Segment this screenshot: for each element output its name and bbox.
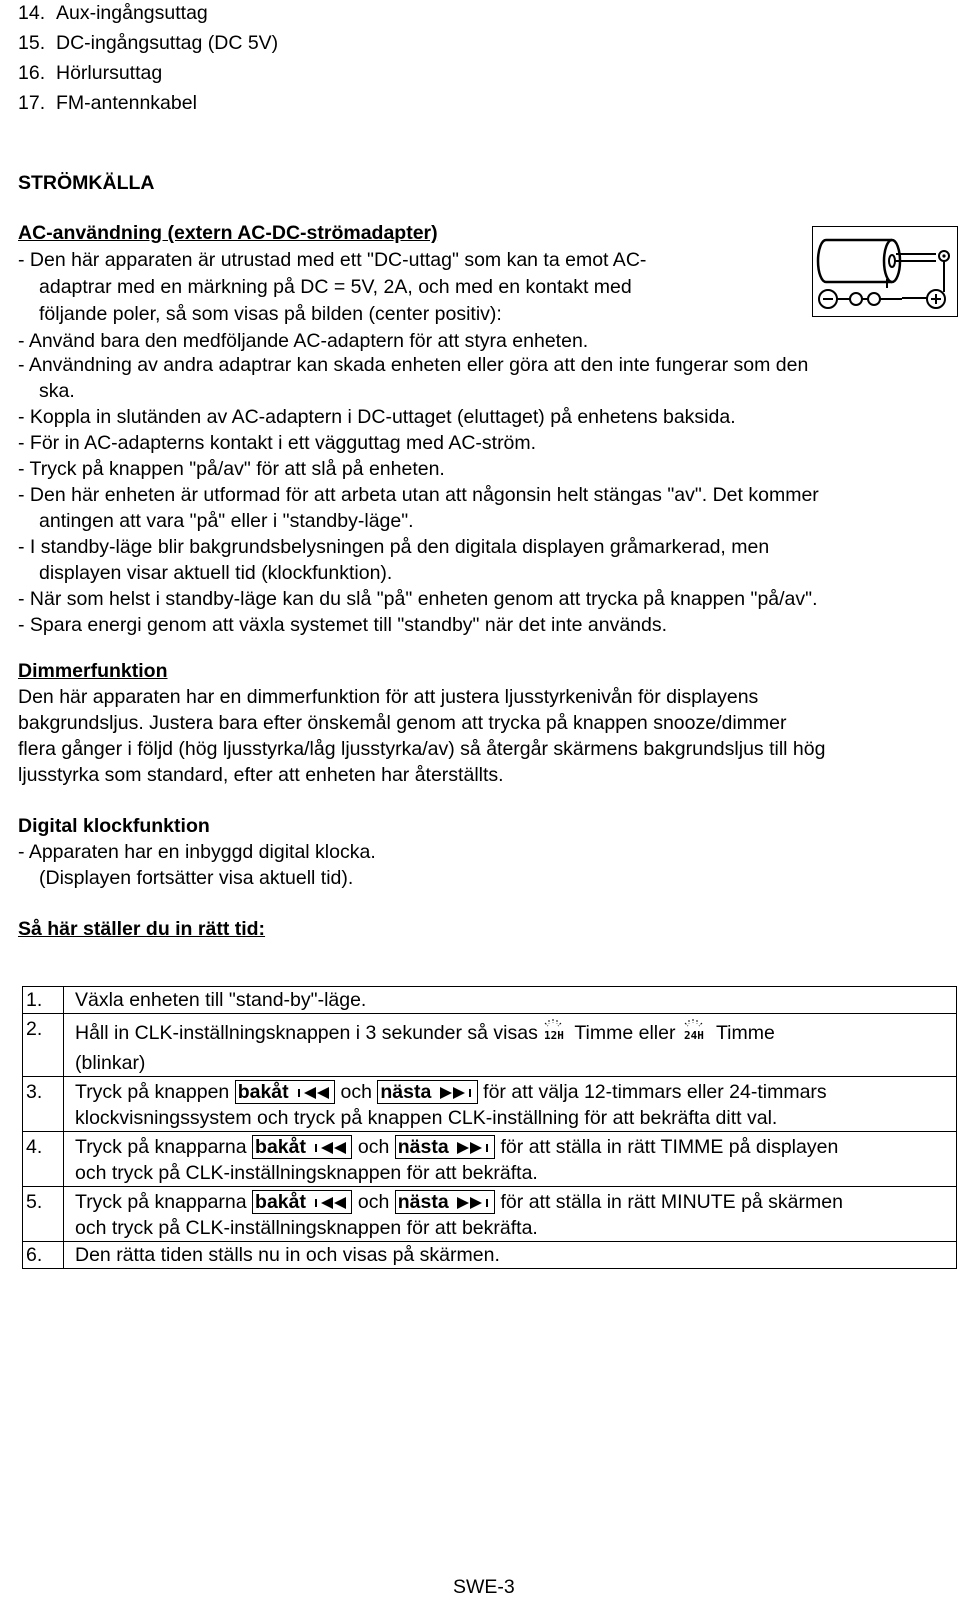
step-text: Tryck på knappen bakåt och nästa för att välja 12-timmars eller 24-timmars klockvisningssystem och tryck på knappen CLK-inställning för att bekräfta ditt val.: [64, 1077, 957, 1132]
table-row: [23, 1187, 957, 1242]
step-text: Håll in CLK-inställningsknappen i 3 sekunder så visas 12H Timme eller 24H Timme (blinkar): [64, 1014, 957, 1077]
page-number: SWE-3: [453, 1576, 515, 1598]
step-text: Växla enheten till "stand-by"-läge.: [64, 987, 957, 1014]
dimmer-line: ljusstyrka som standard, efter att enheten har återställts.: [18, 764, 504, 786]
table-row: [23, 1132, 957, 1187]
fast-forward-icon: [437, 1086, 475, 1100]
rewind-icon: [294, 1086, 332, 1100]
step-number: 6.: [23, 1242, 64, 1269]
clock-heading: Digital klockfunktion: [18, 815, 210, 837]
power-line: antingen att vara "på" eller i "standby-läge".: [39, 510, 414, 532]
step-text: Den rätta tiden ställs nu in och visas på skärmen.: [64, 1242, 957, 1269]
dimmer-line: Den här apparaten har en dimmerfunktion för att justera ljusstyrkenivån för displayens: [18, 686, 759, 708]
power-line: - Spara energi genom att växla systemet till "standby" när det inte används.: [18, 614, 668, 636]
steps-table: [22, 986, 957, 1269]
back-button-label: bakåt: [252, 1135, 352, 1159]
svg-text:24H: 24H: [683, 1029, 704, 1042]
list-item: 14. Aux-ingångsuttag: [18, 2, 208, 24]
clock-line: - Apparaten har en inbyggd digital klocka.: [18, 841, 376, 863]
power-line: - När som helst i standby-läge kan du slå "på" enheten genom att trycka på knappen "på/av".: [18, 588, 818, 610]
step-text: Tryck på knapparna bakåt och nästa för att ställa in rätt TIMME på displayen och tryck på CLK-inställningsknappen för att bekräfta.: [64, 1132, 957, 1187]
dimmer-line: flera gånger i följd (hög ljusstyrka/låg ljusstyrka/av) så återgår skärmens bakgrundsljus till hög: [18, 738, 826, 760]
list-item: 15. DC-ingångsuttag (DC 5V): [18, 32, 279, 54]
svg-text:12H: 12H: [544, 1029, 565, 1042]
clock-12h-icon: [543, 1019, 569, 1050]
step-number: 4.: [23, 1132, 64, 1187]
power-line: - För in AC-adapterns kontakt i ett vägguttag med AC-ström.: [18, 432, 537, 454]
dimmer-line: bakgrundsljus. Justera bara efter önskemål genom att trycka på knappen snooze/dimmer: [18, 712, 787, 734]
power-line: - Användning av andra adaptrar kan skada enheten eller göra att den inte fungerar som den: [18, 354, 809, 376]
dimmer-heading: Dimmerfunktion: [18, 660, 168, 682]
power-line: adaptrar med en märkning på DC = 5V, 2A, och med en kontakt med: [39, 276, 632, 298]
setup-heading: Så här ställer du in rätt tid:: [18, 918, 266, 940]
power-subheading: AC-användning (extern AC-DC-strömadapter): [18, 222, 438, 244]
table-row: [23, 1014, 957, 1077]
power-line: displayen visar aktuell tid (klockfunktion).: [39, 562, 393, 584]
next-button-label: nästa: [395, 1190, 495, 1214]
power-line: - Den här enheten är utformad för att arbeta utan att någonsin helt stängas "av". Det kommer: [18, 484, 819, 506]
back-button-label: bakåt: [235, 1080, 335, 1104]
next-button-label: nästa: [395, 1135, 495, 1159]
power-line: - I standby-läge blir bakgrundsbelysningen på den digitala displayen gråmarkerad, men: [18, 536, 770, 558]
rewind-icon: [311, 1196, 349, 1210]
step-number: 1.: [23, 987, 64, 1014]
step-number: 2.: [23, 1014, 64, 1077]
next-button-label: nästa: [377, 1080, 477, 1104]
power-line: ska.: [39, 380, 75, 402]
rewind-icon: [311, 1141, 349, 1155]
power-heading: STRÖMKÄLLA: [18, 172, 155, 194]
fast-forward-icon: [454, 1196, 492, 1210]
step-number: 3.: [23, 1077, 64, 1132]
table-row: [23, 1077, 957, 1132]
fast-forward-icon: [454, 1141, 492, 1155]
dc-polarity-diagram: [812, 226, 958, 317]
clock-line: (Displayen fortsätter visa aktuell tid).: [39, 867, 354, 889]
power-line: - Den här apparaten är utrustad med ett "DC-uttag" som kan ta emot AC-: [18, 249, 647, 271]
list-item: 17. FM-antennkabel: [18, 92, 197, 114]
power-line: - Använd bara den medföljande AC-adaptern för att styra enheten.: [18, 330, 589, 352]
power-line: följande poler, så som visas på bilden (center positiv):: [39, 303, 502, 325]
table-row: [23, 987, 957, 1014]
power-line: - Koppla in slutänden av AC-adaptern i DC-uttaget (eluttaget) på enhetens baksida.: [18, 406, 736, 428]
clock-24h-icon: [681, 1019, 711, 1050]
step-text: Tryck på knapparna bakåt och nästa för att ställa in rätt MINUTE på skärmen och tryck på CLK-inställningsknappen för att bekräfta.: [64, 1187, 957, 1242]
back-button-label: bakåt: [252, 1190, 352, 1214]
list-item: 16. Hörlursuttag: [18, 62, 163, 84]
step-number: 5.: [23, 1187, 64, 1242]
power-line: - Tryck på knappen "på/av" för att slå på enheten.: [18, 458, 445, 480]
table-row: [23, 1242, 957, 1269]
